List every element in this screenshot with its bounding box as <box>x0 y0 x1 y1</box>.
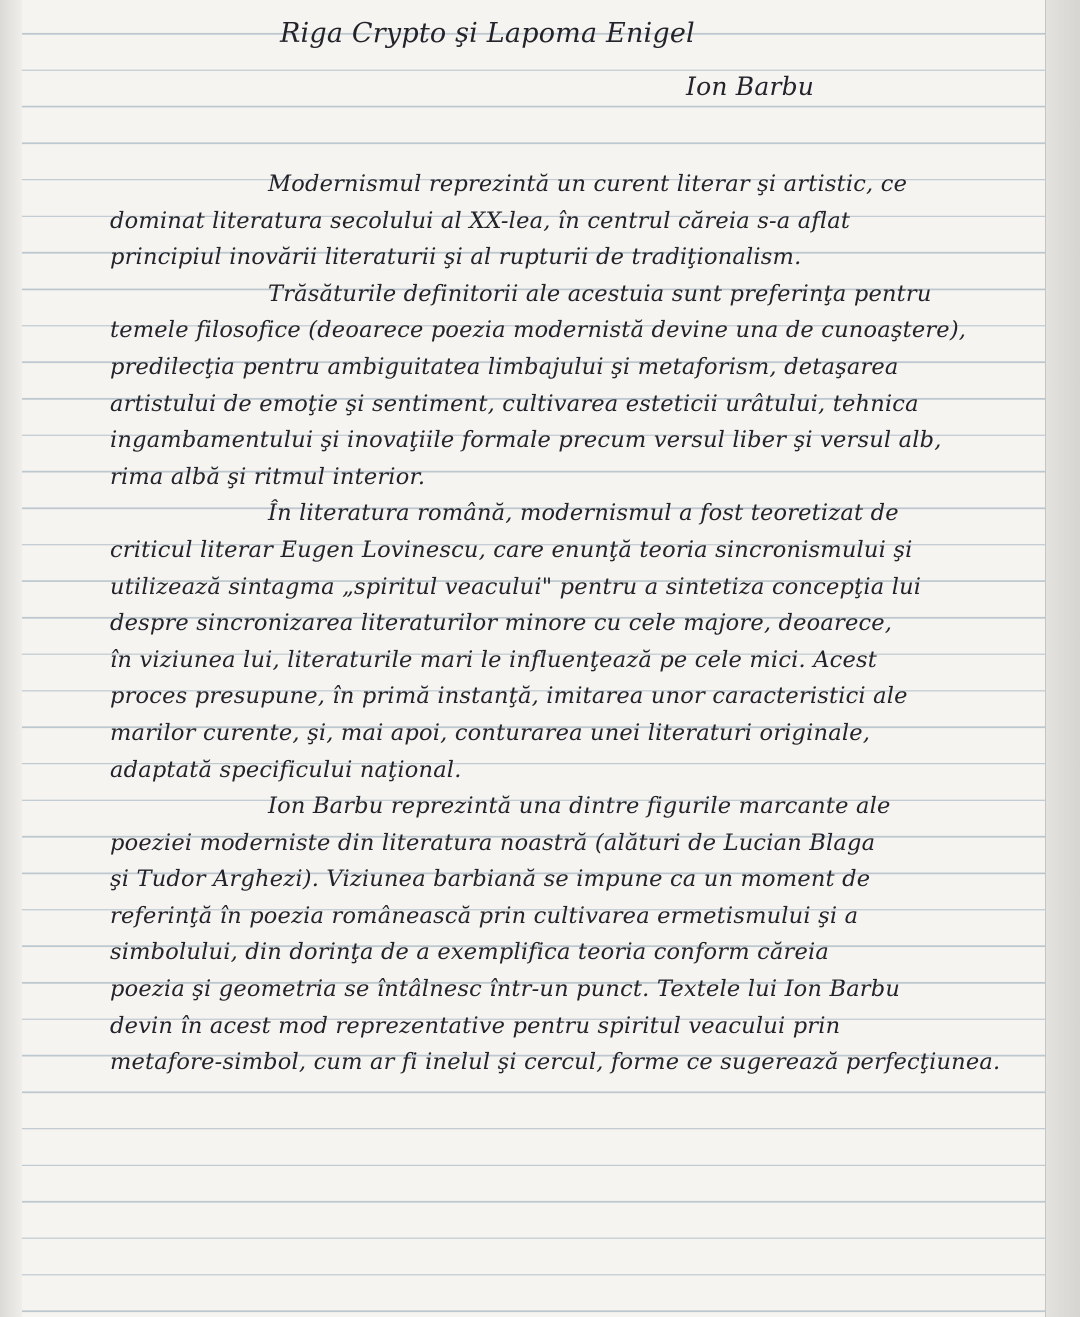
next-page-edge <box>1045 0 1080 1317</box>
essay-body <box>110 166 1050 1081</box>
essay-title: Riga Crypto şi Lapoma Enigel <box>280 18 695 49</box>
essay-line: şi Tudor Arghezi). Viziunea barbiană se impune ca un moment de <box>110 866 871 893</box>
essay-line: poezia şi geometria se întâlnesc într-un punct. Textele lui Ion Barbu <box>110 976 901 1003</box>
essay-line: ingambamentului şi inovaţiile formale precum versul liber şi versul alb, <box>110 427 942 454</box>
essay-line: utilizează sintagma „spiritul veacului" pentru a sintetiza concepţia lui <box>110 573 922 600</box>
essay-line: metafore-simbol, cum ar fi inelul şi cercul, forme ce sugerează perfecţiunea. <box>110 1049 1001 1076</box>
essay-line: proces presupune, în primă instanţă, imitarea unor caracteristici ale <box>110 683 908 710</box>
essay-line: adaptată specificului naţional. <box>110 756 462 783</box>
essay-line: rima albă şi ritmul interior. <box>110 463 426 490</box>
essay-line: Trăsăturile definitorii ale acestuia sunt preferinţa pentru <box>268 280 932 307</box>
essay-line: criticul literar Eugen Lovinescu, care enunţă teoria sincronismului şi <box>110 536 913 563</box>
essay-line: referinţă în poezia românească prin cultivarea ermetismului şi a <box>110 902 859 929</box>
essay-line: devin în acest mod reprezentative pentru spiritul veacului prin <box>110 1012 841 1039</box>
essay-line: simbolului, din dorinţa de a exemplifica teoria conform căreia <box>110 939 829 966</box>
essay-line: marilor curente, şi, mai apoi, conturarea unei literaturi originale, <box>110 719 871 746</box>
essay-line: dominat literatura secolului al XX-lea, în centrul căreia s-a aflat <box>110 207 851 234</box>
essay-line: predilecţia pentru ambiguitatea limbajului şi metaforism, detaşarea <box>110 353 899 380</box>
essay-author: Ion Barbu <box>686 72 815 101</box>
page-left-margin <box>0 0 22 1317</box>
essay-line: poeziei moderniste din literatura noastră (alături de Lucian Blaga <box>110 829 876 856</box>
essay-line: Ion Barbu reprezintă una dintre figurile marcante ale <box>268 793 891 820</box>
essay-line: În literatura română, modernismul a fost teoretizat de <box>268 500 899 527</box>
essay-line: Modernismul reprezintă un curent literar şi artistic, ce <box>268 171 908 197</box>
essay-line: artistului de emoţie şi sentiment, cultivarea esteticii urâtului, tehnica <box>110 390 919 417</box>
essay-line: în viziunea lui, literaturile mari le influenţează pe cele mici. Acest <box>110 646 877 673</box>
essay-line: despre sincronizarea literaturilor minore cu cele majore, deoarece, <box>110 610 893 637</box>
essay-line: temele filosofice (deoarece poezia modernistă devine una de cunoaştere), <box>110 317 967 344</box>
essay-line: principiul inovării literaturii şi al rupturii de tradiţionalism. <box>110 244 802 271</box>
